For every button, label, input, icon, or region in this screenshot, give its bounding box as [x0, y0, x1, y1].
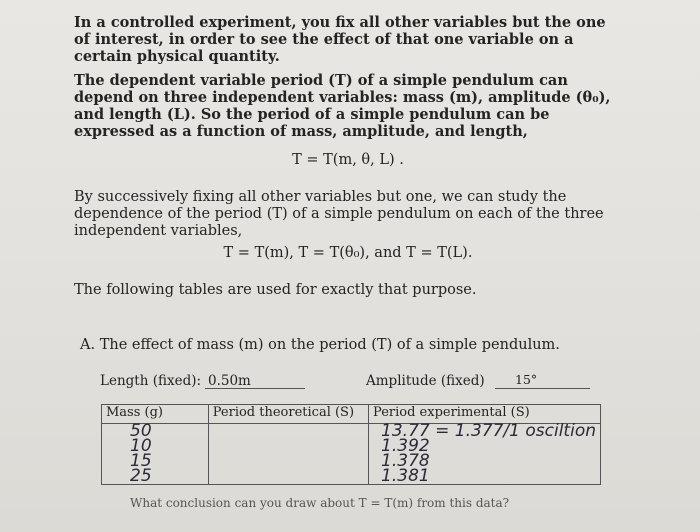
header-mass: Mass (g)	[102, 405, 209, 424]
mass-value-4: 25	[130, 466, 152, 486]
period-theoretical-cell	[208, 424, 368, 485]
equation-2: T = T(m), T = T(θ₀), and T = T(L).	[223, 245, 473, 261]
table-row	[102, 424, 601, 485]
header-period-theoretical: Period theoretical (S)	[208, 405, 368, 424]
intro-paragraph-2: The dependent variable period (T) of a simple pendulum can depend on three independent variables: mass (m), amplitude (θ₀), and length (L). So the period of a simple pendulum can be expressed as a function of mass, amplitude, and length,	[74, 72, 611, 140]
header-period-experimental: Period experimental (S)	[369, 405, 601, 424]
period-exp-value-1: 13.77 = 1.377/1 osciltion	[381, 421, 596, 441]
period-exp-value-4: 1.381	[381, 466, 430, 486]
equation-1: T = T(m, θ, L) .	[292, 152, 404, 168]
period-experimental-cell	[369, 421, 601, 486]
length-value: 0.50m	[208, 373, 251, 389]
section-a-heading: A. The effect of mass (m) on the period (T) of a simple pendulum.	[80, 337, 560, 353]
mass-value-2: 10	[130, 436, 152, 456]
period-exp-value-3: 1.378	[381, 451, 430, 471]
section-a-question: What conclusion can you draw about T = T(m) from this data?	[130, 496, 510, 510]
intro-paragraph-1: In a controlled experiment, you fix all other variables but the one of interest, in order to see the effect of that one variable on a certain physical quantity.	[74, 14, 606, 65]
mass-value-1: 50	[130, 421, 152, 441]
period-exp-value-2: 1.392	[381, 436, 430, 456]
amplitude-value: 15°	[515, 372, 538, 387]
mass-value-3: 15	[130, 451, 152, 471]
intro-paragraph-3: By successively fixing all other variables but one, we can study the dependence of the period (T) of a simple pendulum on each of the three independent variables,	[74, 189, 604, 239]
mass-period-table	[101, 404, 601, 485]
mass-cell	[102, 421, 209, 486]
length-label: Length (fixed):	[100, 373, 202, 389]
amplitude-label: Amplitude (fixed)	[366, 373, 485, 389]
amplitude-underline	[495, 388, 590, 389]
intro-paragraph-4: The following tables are used for exactly that purpose.	[74, 282, 477, 298]
length-underline	[205, 388, 305, 389]
